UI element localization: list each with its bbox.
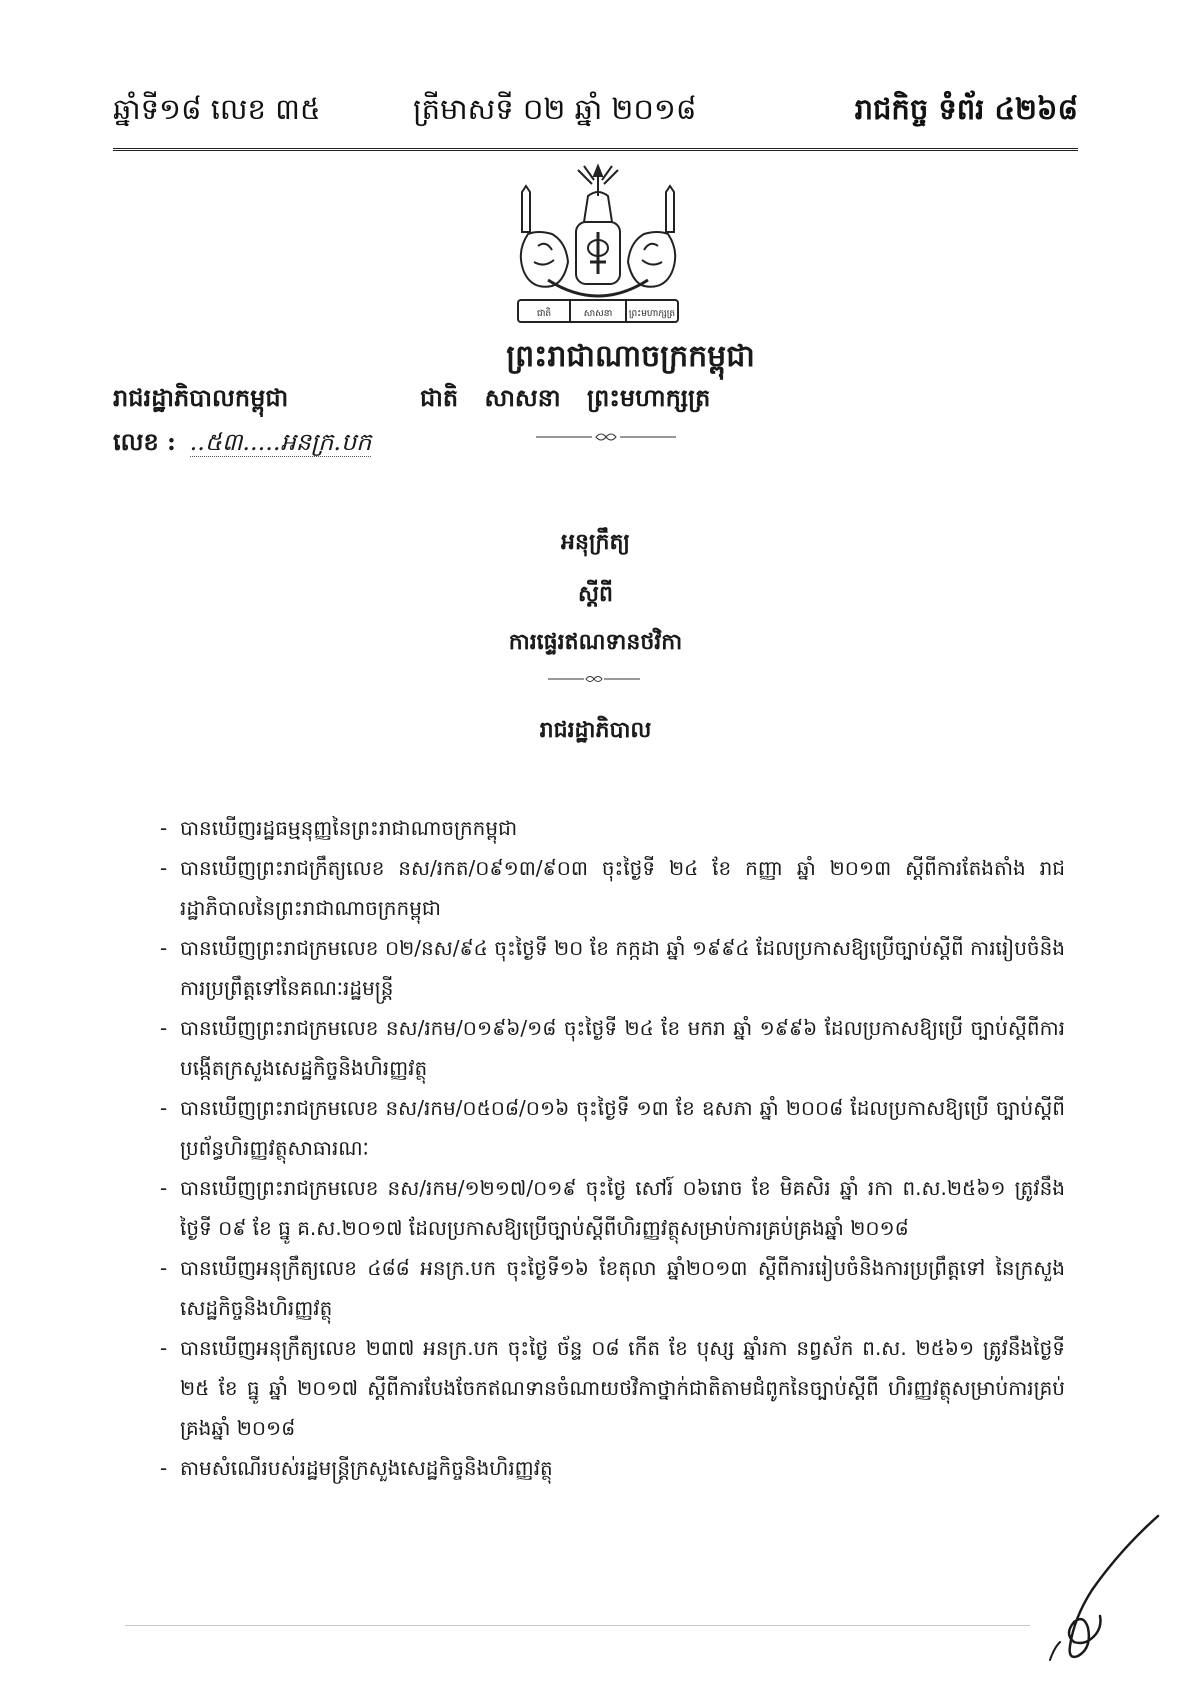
reference-value: ..៥៣.....អនក្រ.បក: [189, 428, 372, 456]
gazette-year-issue: ឆ្នាំទី១៨ លេខ ៣៥: [113, 92, 321, 126]
clause-item: - បានឃើញព្រះរាជក្រឹត្យលេខ នស/រកត/០៩១៣/៩០៣ ចុះថ្ងៃទី ២៤ ខែ កញ្ញា ឆ្នាំ ២០១៣ ស្តីពីការតែងតាំង រាជរដ្ឋាភិបាលនៃព្រះរាជាណាចក្រកម្ពុជា: [160, 848, 1065, 928]
government-name: រាជរដ្ឋាភិបាលកម្ពុជា: [113, 383, 289, 412]
royal-coat-of-arms-icon: [508, 162, 688, 334]
emblem-caption-king: ព្រះមហាក្សត្រ: [628, 309, 676, 319]
document-subject: ការផ្ទេរឥណទានថវិកា: [508, 629, 683, 655]
clause-item: - បានឃើញអនុក្រឹត្យលេខ ៤៨៨ អនក្រ.បក ចុះថ្ងៃទី១៦ ខែតុលា ឆ្នាំ២០១៣ ស្តីពីការរៀបចំនិងការប្រព្រឹត្តទៅ នៃក្រសួងសេដ្ឋកិច្ចនិងហិរញ្ញវត្ថុ: [160, 1248, 1065, 1328]
clause-item: - បានឃើញព្រះរាជក្រមលេខ នស/រកម/១២១៧/០១៩ ចុះថ្ងៃ សៅរ៍ ០៦រោច ខែ មិគសិរ ឆ្នាំ រកា ព.ស.២៥៦១ ត្រូវនឹងថ្ងៃទី ០៩ ខែ ធ្នូ គ.ស.២០១៧ ដែលប្រកាសឱ្យប្រើច្បាប់ស្តីពីហិរញ្ញវត្ថុសម្រាប់ការគ្រប់គ្រងឆ្នាំ ២០១៨: [160, 1168, 1065, 1248]
national-motto: ជាតិ សាសនា ព្រះមហាក្សត្រ: [420, 383, 711, 412]
issuer: រាជរដ្ឋាភិបាល: [539, 717, 652, 743]
clause-item: - តាមសំណើរបស់រដ្ឋមន្ត្រីក្រសួងសេដ្ឋកិច្ចនិងហិរញ្ញវត្ថុ: [160, 1448, 1065, 1488]
clause-item: - បានឃើញព្រះរាជក្រមលេខ នស/រកម/០១៩៦/១៨ ចុះថ្ងៃទី ២៤ ខែ មករា ឆ្នាំ ១៩៩៦ ដែលប្រកាសឱ្យប្រើ ច្បាប់ស្តីពីការបង្កើតក្រសួងសេដ្ឋកិច្ចនិងហិរញ្ញវត្ថុ: [160, 1008, 1065, 1088]
header-divider: [113, 148, 1078, 151]
about-label: ស្តីពី: [578, 581, 613, 607]
reference-number: [113, 427, 371, 462]
clause-item: - បានឃើញព្រះរាជក្រមលេខ ០២/នស/៩៤ ចុះថ្ងៃទី ២០ ខែ កក្កដា ឆ្នាំ ១៩៩៤ ដែលប្រកាសឱ្យប្រើច្បាប់ស្តីពី ការរៀបចំនិងការប្រព្រឹត្តទៅនៃគណៈរដ្ឋមន្ត្រី: [160, 928, 1065, 1008]
gazette-quarter: ត្រីមាសទី ០២ ឆ្នាំ ២០១៨: [413, 92, 697, 126]
kingdom-title: ព្រះរាជាណាចក្រកម្ពុជា: [506, 339, 755, 374]
emblem-caption-nation: ជាតិ: [536, 309, 552, 319]
clause-item: - បានឃើញរដ្ឋធម្មនុញ្ញនៃព្រះរាជាណាចក្រកម្ពុជា: [160, 808, 1065, 848]
footer-divider: [125, 1625, 1030, 1626]
document-type: អនុក្រឹត្យ: [561, 529, 630, 555]
preamble-clauses: [160, 808, 1065, 1488]
ornament-divider-icon: [536, 431, 676, 443]
ornament-divider-icon: [548, 673, 640, 685]
emblem-caption-religion: សាសនា: [583, 309, 613, 319]
clause-item: - បានឃើញអនុក្រឹត្យលេខ ២៣៧ អនក្រ.បក ចុះថ្ងៃ ច័ន្ទ ០៨ កើត ខែ បុស្ស ឆ្នាំរកា នព្វស័ក ព.ស. ២៥៦១ ត្រូវនឹងថ្ងៃទី ២៥ ខែ ធ្នូ ឆ្នាំ ២០១៧ ស្តីពីការបែងចែកឥណទានចំណាយថវិកាថ្នាក់ជាតិតាមជំពូកនៃច្បាប់ស្តីពី ហិរញ្ញវត្ថុសម្រាប់ការគ្រប់គ្រងឆ្នាំ ២០១៨: [160, 1328, 1065, 1448]
handwritten-signature-icon: [1030, 1510, 1170, 1670]
gazette-page-number: រាជកិច្ច ទំព័រ ៤២៦៨: [854, 92, 1078, 126]
gazette-header: [113, 92, 1078, 144]
clause-item: - បានឃើញព្រះរាជក្រមលេខ នស/រកម/០៥០៨/០១៦ ចុះថ្ងៃទី ១៣ ខែ ឧសភា ឆ្នាំ ២០០៨ ដែលប្រកាសឱ្យប្រើ ច្បាប់ស្តីពីប្រព័ន្ធហិរញ្ញវត្ថុសាធារណៈ: [160, 1088, 1065, 1168]
reference-label: លេខ :: [113, 427, 176, 456]
